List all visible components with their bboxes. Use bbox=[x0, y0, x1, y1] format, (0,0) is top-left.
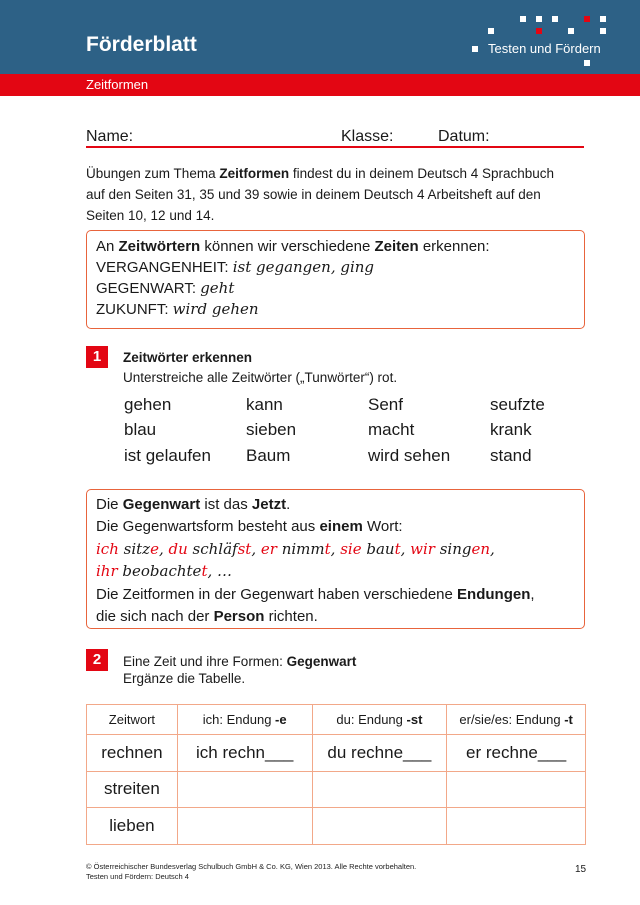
word-item[interactable]: Baum bbox=[246, 446, 291, 465]
table-row bbox=[87, 808, 586, 845]
verb-cell: lieben bbox=[87, 808, 178, 845]
answer-cell[interactable] bbox=[177, 808, 312, 845]
answer-cell[interactable] bbox=[312, 771, 447, 808]
section-bar bbox=[0, 74, 640, 96]
info-box-gegenwart: Die Gegenwart ist das Jetzt. Die Gegenwartsform besteht aus einem Wort: ich sitze, du schläfst, er nimmt, sie baut, wir singen, ihr beobachtet, … Die Zeitformen in der Gegenwart haben verschiedene Endungen, die sich nach der Person richten. bbox=[86, 489, 585, 629]
present-example: geht bbox=[200, 279, 235, 297]
intro-paragraph: Übungen zum Thema Zeitformen findest du in deinem Deutsch 4 Sprachbuch auf den Seiten 31, 35 und 39 sowie in deinem Deutsch 4 Arbeitsheft auf den Seiten 10, 12 und 14. bbox=[86, 166, 555, 223]
task2-instruction: Ergänze die Tabelle. bbox=[123, 671, 246, 686]
word-item[interactable]: krank bbox=[490, 420, 532, 439]
info-box-zeiten: An Zeitwörtern können wir verschiedene Zeiten erkennen: VERGANGENHEIT: ist gegangen, ging GEGENWART: geht ZUKUNFT: wird gehen bbox=[86, 230, 585, 329]
answer-cell[interactable] bbox=[447, 771, 586, 808]
task2-title: Eine Zeit und ihre Formen: Gegenwart bbox=[123, 654, 357, 669]
word-item[interactable]: gehen bbox=[124, 395, 172, 414]
task-number-1: 1 bbox=[86, 346, 108, 368]
student-fields bbox=[86, 126, 584, 148]
page-number: 15 bbox=[575, 864, 587, 875]
conjugation-table bbox=[86, 704, 586, 845]
word-item[interactable]: stand bbox=[490, 446, 532, 465]
table-header-cell: Zeitwort bbox=[87, 705, 178, 735]
word-item[interactable]: sieben bbox=[246, 420, 297, 439]
verb-cell: rechnen bbox=[87, 735, 178, 772]
past-example: ist gegangen, ging bbox=[232, 258, 375, 276]
page-title: Förderblatt bbox=[86, 33, 197, 56]
table-header-row bbox=[87, 705, 586, 735]
table-row bbox=[87, 771, 586, 808]
word-item[interactable]: seufzte bbox=[490, 395, 545, 414]
word-item[interactable]: Senf bbox=[368, 395, 403, 414]
table-header-cell: er/sie/es: Endung -t bbox=[447, 705, 586, 735]
answer-cell[interactable]: ich rechn___ bbox=[177, 735, 312, 772]
header-bar bbox=[0, 0, 640, 74]
table-header-cell: du: Endung -st bbox=[312, 705, 447, 735]
task1-instruction: Unterstreiche alle Zeitwörter („Tunwörter“) rot. bbox=[123, 370, 398, 385]
word-item[interactable]: macht bbox=[368, 420, 415, 439]
answer-cell[interactable] bbox=[447, 808, 586, 845]
answer-cell[interactable]: er rechne___ bbox=[447, 735, 586, 772]
footer-copyright: © Österreichischer Bundesverlag Schulbuch GmbH & Co. KG, Wien 2013. Alle Rechte vorbehalten. Testen und Fördern: Deutsch 4 bbox=[86, 862, 417, 881]
klasse-field-label: Klasse: bbox=[341, 128, 394, 145]
task-number-2: 2 bbox=[86, 649, 108, 671]
word-item[interactable]: ist gelaufen bbox=[124, 446, 211, 465]
future-example: wird gehen bbox=[172, 300, 259, 318]
word-item[interactable]: wird sehen bbox=[368, 446, 451, 465]
answer-cell[interactable]: du rechne___ bbox=[312, 735, 447, 772]
section-label: Zeitformen bbox=[86, 77, 149, 92]
conjugation-examples: ich sitze, du schläfst, er nimmt, sie baut, wir singen, bbox=[96, 540, 495, 558]
answer-cell[interactable] bbox=[312, 808, 447, 845]
datum-field-label: Datum: bbox=[438, 128, 490, 145]
task1-title: Zeitwörter erkennen bbox=[123, 350, 253, 365]
word-item[interactable]: blau bbox=[124, 420, 157, 439]
word-item[interactable]: kann bbox=[246, 395, 283, 414]
table-row bbox=[87, 735, 586, 772]
name-field-label: Name: bbox=[86, 128, 134, 145]
brand-name: Testen und Fördern bbox=[488, 41, 601, 56]
table-header-cell: ich: Endung -e bbox=[177, 705, 312, 735]
verb-cell: streiten bbox=[87, 771, 178, 808]
answer-cell[interactable] bbox=[177, 771, 312, 808]
